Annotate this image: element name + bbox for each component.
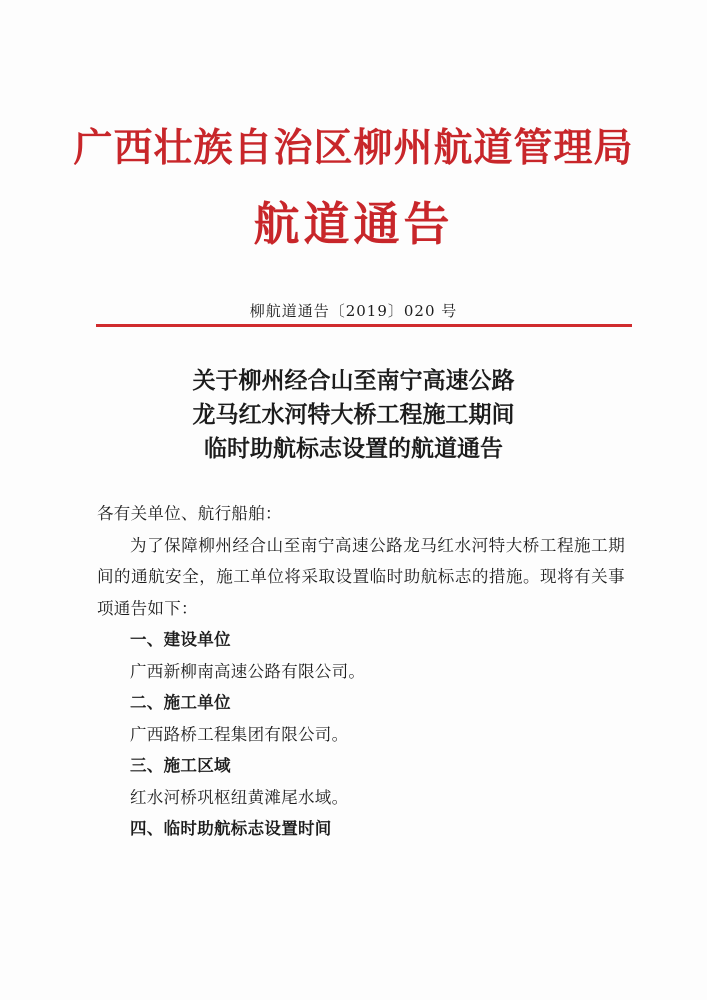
notice-subject — [0, 364, 707, 466]
notice-body — [97, 498, 625, 845]
salutation: 各有关单位、航行船舶： — [97, 504, 282, 523]
red-divider-line — [96, 324, 632, 327]
section-content-work-area: 红水河桥巩枢纽黄滩尾水域。 — [130, 787, 349, 807]
section-content-construction-unit: 广西新柳南高速公路有限公司。 — [130, 661, 366, 681]
section-heading-construction-unit: 一、建设单位 — [130, 630, 231, 649]
intro-paragraph: 为了保障柳州经合山至南宁高速公路龙马红水河特大桥工程施工期间的通航安全，施工单位将采取设置临时助航标志的措施。现将有关事项通告如下： — [97, 535, 625, 618]
section-content-contractor: 广西路桥工程集团有限公司。 — [130, 724, 349, 744]
document-type-title: 航道通告 — [253, 197, 454, 251]
subject-line-1: 关于柳州经合山至南宁高速公路 — [192, 367, 515, 394]
section-heading-work-area: 三、施工区域 — [130, 756, 231, 775]
document-number: 柳航道通告〔2019〕020 号 — [249, 302, 458, 320]
issuing-organization: 广西壮族自治区柳州航道管理局 — [73, 125, 634, 171]
subject-line-3: 临时助航标志设置的航道通告 — [204, 435, 503, 462]
subject-line-2: 龙马红水河特大桥工程施工期间 — [192, 401, 515, 428]
section-heading-contractor: 二、施工单位 — [130, 693, 231, 712]
section-heading-marker-period: 四、临时助航标志设置时间 — [130, 819, 332, 838]
